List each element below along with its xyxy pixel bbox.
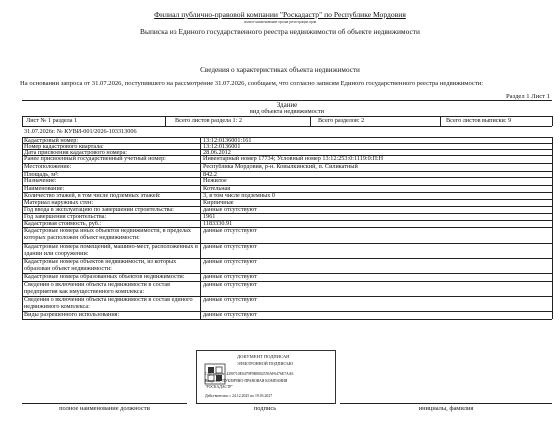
request-text: На основании запроса от 31.07.2026, поступившего на рассмотрение 31.07.2026, сообщаем, что согласно записям Единого государственного реестра недвижимости:: [20, 80, 484, 87]
row-value: данные отсутствуют: [203, 228, 257, 234]
row-label: Местоположение:: [24, 164, 72, 170]
row-value: данные отсутствуют: [203, 274, 257, 280]
object-type-caption: вид объекта недвижимости: [249, 108, 325, 115]
stamp-certificate: Сертификат: 4290710E0479F9B8002559AF6476E7AA6: [205, 372, 294, 376]
row-value: данные отсутствуют: [203, 282, 257, 288]
row-value: 13:12:0136001: [203, 144, 241, 150]
row-value: 13:12:0136001:161: [203, 138, 252, 144]
row-label: Год завершения строительства:: [24, 214, 107, 220]
stamp-subtitle: ЭЛЕКТРОННОЙ ПОДПИСЬЮ: [237, 361, 294, 366]
row-label: Кадастровые номера объектов недвижимости, из которых образован объект недвижимости:: [24, 259, 177, 272]
row-label: Назначение:: [24, 178, 57, 184]
row-value: 1961: [203, 214, 216, 220]
row-label: Кадастровая стоимость, руб.:: [24, 221, 102, 227]
stamp-owner-line2: "РОСКАДАСТР": [205, 385, 233, 389]
row-label: Наименование:: [24, 186, 65, 192]
row-value: 842.2: [203, 172, 217, 178]
row-value: данные отсутствуют: [203, 297, 257, 303]
row-value: данные отсутствуют: [203, 207, 257, 213]
row-value: Инвентарный номер 17734; Условный номер 13:12:253:0:1119:0:П:Н: [203, 156, 384, 162]
row-value: Нежилое: [203, 178, 227, 184]
section-sheet: Раздел 1 Лист 1: [506, 93, 550, 100]
footer-position: полное наименование должности: [59, 405, 150, 412]
row-label: Ранее присвоенный государственный учетный номер:: [24, 156, 166, 162]
row-value: 3, в том числе подземных 0: [203, 193, 276, 199]
row-label: Сведения о включении объекта недвижимости в состав единого недвижимого комплекса:: [24, 297, 193, 310]
row-label: Площадь, м²:: [24, 172, 59, 177]
row-value: Республика Мордовия, р-н. Ковылкинский, п. Силикатный: [203, 164, 358, 170]
footer-initials: инициалы, фамилия: [418, 405, 474, 412]
row-label: Виды разрешенного использования:: [24, 312, 120, 318]
total-sheets-section: Всего листов раздела 1: 2: [175, 118, 242, 124]
sheet-number: Лист № 1 раздела 1: [26, 118, 78, 124]
footer-signature: подпись: [253, 405, 277, 412]
row-value: данные отсутствуют: [203, 244, 257, 250]
row-label: Год ввода в эксплуатацию по завершении строительства:: [24, 207, 174, 213]
total-sheets-extract: Всего листов выписки: 9: [446, 118, 512, 124]
total-sections: Всего разделов: 2: [318, 118, 365, 124]
row-label: Кадастровые номера образованных объектов недвижимости:: [24, 274, 185, 280]
document-title: Выписка из Единого государственного реестра недвижимости об объекте недвижимости: [140, 27, 420, 36]
row-label: Кадастровые номера помещений, машино-мест, расположенных в здании или сооружении:: [24, 244, 198, 257]
row-label: Дата присвоения кадастрового номера:: [24, 150, 127, 155]
row-value: Кирпичные: [203, 200, 234, 206]
row-value: данные отсутствуют: [203, 259, 257, 265]
org-name: Филиал публично-правовой компании "Роскадастр" по Республике Мордовия: [154, 10, 406, 19]
row-label: Сведения о включении объекта недвижимости в состав предприятия как имущественного комплекса:: [24, 282, 171, 295]
org-caption: полное наименование органа регистрации прав: [243, 20, 317, 24]
section-title: Сведения о характеристиках объекта недвижимости: [200, 66, 360, 74]
object-type: Здание: [276, 101, 298, 109]
row-label: Номер кадастрового квартала:: [24, 144, 104, 149]
row-label: Кадастровый номер:: [24, 138, 79, 143]
electronic-signature-stamp: [196, 350, 336, 404]
stamp-validity: Действителен: с 24.12.2025 по 19.03.2027: [205, 394, 273, 398]
stamp-owner: Владелец: ПУБЛИЧНО-ПРАВОВАЯ КОМПАНИЯ: [205, 379, 288, 383]
row-value: Котельная: [203, 186, 231, 192]
row-label: Кадастровые номера иных объектов недвижимости, в пределах которых расположен объект недвижимости:: [24, 228, 191, 241]
row-value: 1183330.91: [203, 221, 233, 227]
row-label: Количество этажей, в том числе подземных этажей:: [24, 193, 161, 199]
row-value: 28.06.2012: [203, 150, 231, 156]
row-label: Материал наружных стен:: [24, 200, 94, 206]
row-value: данные отсутствуют: [203, 312, 257, 318]
document-number: 31.07.2026г. № КУВИ-001/2026-103313006: [24, 129, 137, 135]
stamp-title: ДОКУМЕНТ ПОДПИСАН: [237, 354, 290, 359]
